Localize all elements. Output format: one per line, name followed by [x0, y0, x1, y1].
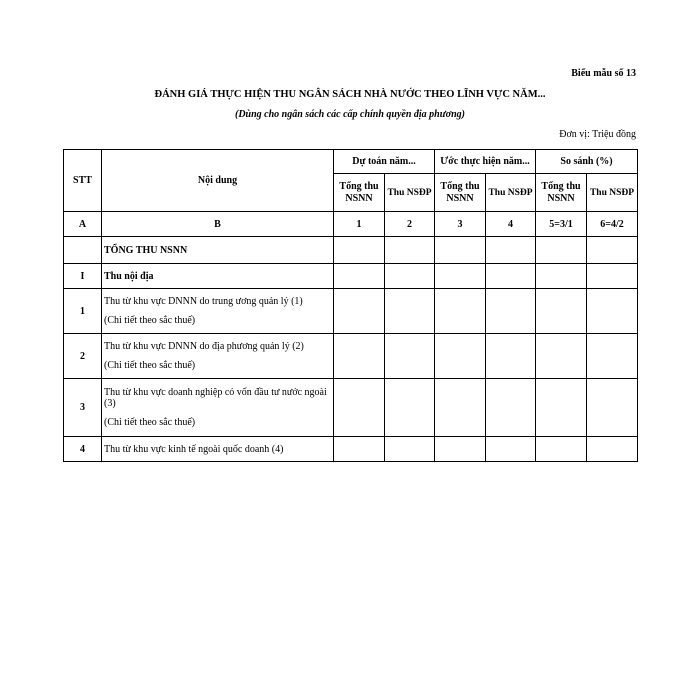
- row-content-main: Thu từ khu vực doanh nghiệp có vốn đầu tư nước ngoài (3): [104, 387, 327, 409]
- value-cell: [486, 334, 536, 379]
- table-row: [64, 334, 638, 379]
- row-content: [102, 379, 334, 437]
- value-cell: [536, 237, 587, 264]
- value-cell: [385, 237, 435, 264]
- column-code: 6=4/2: [587, 212, 638, 237]
- header-stt: STT: [64, 150, 102, 212]
- column-code: 4: [486, 212, 536, 237]
- value-cell: [486, 289, 536, 334]
- value-cell: [536, 334, 587, 379]
- value-cell: [334, 237, 385, 264]
- row-stt: [64, 237, 102, 264]
- revenue-table: [63, 149, 638, 462]
- column-code: 5=3/1: [536, 212, 587, 237]
- column-code: 3: [435, 212, 486, 237]
- value-cell: [385, 264, 435, 289]
- header-content: Nội dung: [102, 150, 334, 212]
- value-cell: [435, 379, 486, 437]
- row-stt: I: [64, 264, 102, 289]
- report-subtitle: (Dùng cho ngân sách các cấp chính quyền địa phương): [235, 109, 465, 120]
- value-cell: [536, 437, 587, 462]
- value-cell: [435, 289, 486, 334]
- value-cell: [486, 379, 536, 437]
- row-content: Thu nội địa: [102, 264, 334, 289]
- value-cell: [587, 334, 638, 379]
- value-cell: [536, 289, 587, 334]
- row-content: [102, 289, 334, 334]
- value-cell: [435, 334, 486, 379]
- report-title: ĐÁNH GIÁ THỰC HIỆN THU NGÂN SÁCH NHÀ NƯỚC THEO LĨNH VỰC NĂM...: [154, 89, 546, 100]
- row-stt: 1: [64, 289, 102, 334]
- row-stt: 2: [64, 334, 102, 379]
- value-cell: [435, 437, 486, 462]
- value-cell: [385, 334, 435, 379]
- value-cell: [334, 289, 385, 334]
- table-row: [64, 289, 638, 334]
- row-content: [102, 334, 334, 379]
- value-cell: [486, 264, 536, 289]
- row-content-main: Thu từ khu vực DNNN do trung ương quản lý (1): [104, 296, 303, 307]
- header-estimate: Dự toán năm...: [334, 150, 435, 174]
- value-cell: [536, 264, 587, 289]
- value-cell: [334, 334, 385, 379]
- value-cell: [385, 437, 435, 462]
- header-comparison-local: Thu NSĐP: [587, 174, 638, 212]
- row-content-detail: (Chi tiết theo sắc thuế): [104, 315, 196, 326]
- header-estimate-total: Tổng thu NSNN: [334, 174, 385, 212]
- column-code: A: [64, 212, 102, 237]
- value-cell: [536, 379, 587, 437]
- value-cell: [435, 237, 486, 264]
- value-cell: [587, 237, 638, 264]
- row-content-main: Thu từ khu vực DNNN do địa phương quản lý (2): [104, 341, 304, 352]
- value-cell: [334, 437, 385, 462]
- value-cell: [587, 289, 638, 334]
- value-cell: [334, 379, 385, 437]
- value-cell: [587, 264, 638, 289]
- header-projection: Ước thực hiện năm...: [435, 150, 536, 174]
- table-row: [64, 437, 638, 462]
- row-content-detail: (Chi tiết theo sắc thuế): [104, 417, 196, 428]
- row-content: TỔNG THU NSNN: [102, 237, 334, 264]
- header-comparison: So sánh (%): [536, 150, 638, 174]
- value-cell: [587, 379, 638, 437]
- row-content-detail: (Chi tiết theo sắc thuế): [104, 360, 196, 371]
- value-cell: [385, 289, 435, 334]
- value-cell: [435, 264, 486, 289]
- header-projection-total: Tổng thu NSNN: [435, 174, 486, 212]
- table-row: [64, 379, 638, 437]
- header-comparison-total: Tổng thu NSNN: [536, 174, 587, 212]
- column-code: B: [102, 212, 334, 237]
- table-row-total: [64, 237, 638, 264]
- value-cell: [587, 437, 638, 462]
- form-number: Biểu mẫu số 13: [571, 68, 636, 79]
- header-projection-local: Thu NSĐP: [486, 174, 536, 212]
- header-estimate-local: Thu NSĐP: [385, 174, 435, 212]
- row-content: Thu từ khu vực kinh tế ngoài quốc doanh (4): [102, 437, 334, 462]
- row-stt: 4: [64, 437, 102, 462]
- value-cell: [486, 237, 536, 264]
- column-code: 2: [385, 212, 435, 237]
- table-row-domestic: [64, 264, 638, 289]
- value-cell: [385, 379, 435, 437]
- unit-label: Đơn vị: Triệu đồng: [559, 129, 636, 140]
- column-code-row: [64, 212, 638, 237]
- value-cell: [334, 264, 385, 289]
- value-cell: [486, 437, 536, 462]
- row-stt: 3: [64, 379, 102, 437]
- column-code: 1: [334, 212, 385, 237]
